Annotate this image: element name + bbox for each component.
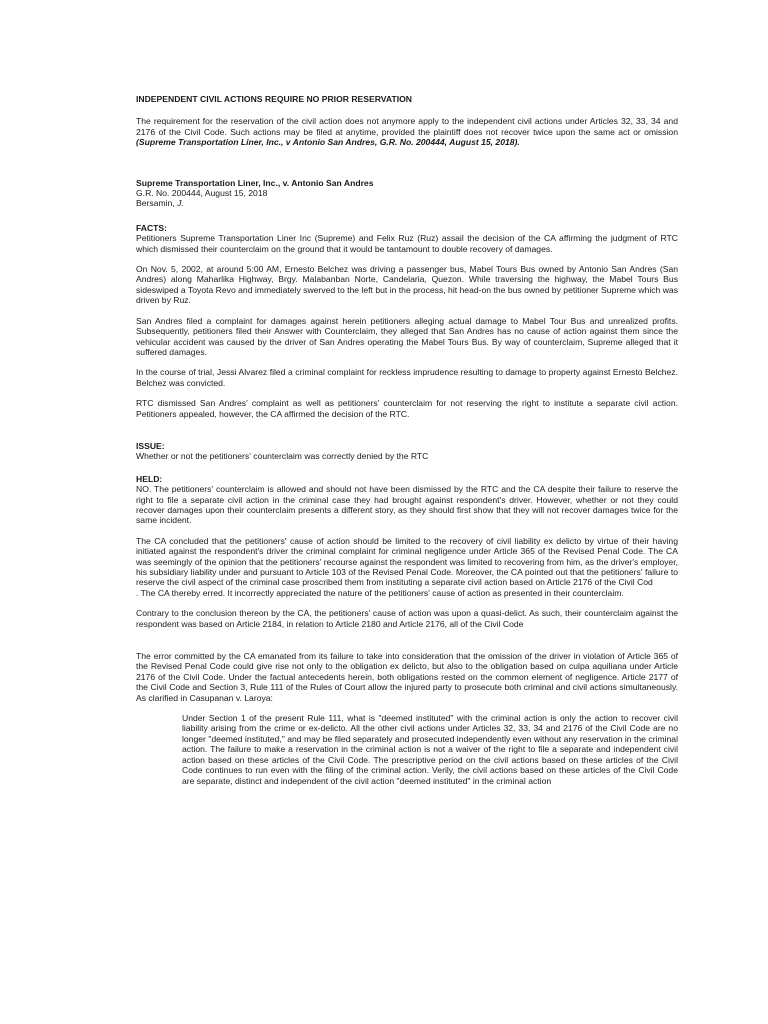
case-gr-number: G.R. No. 200444, August 15, 2018 <box>136 188 268 199</box>
held-paragraph-3: Contrary to the conclusion thereon by the CA, the petitioners' cause of action was upon a quasi-delict. As such, their counterclaim against the respondent was based on Article 2184, in relation to Article 2180 and Article 2176, all of the Civil Code <box>136 608 678 629</box>
issue-heading: ISSUE: <box>136 440 165 451</box>
facts-paragraph-2: On Nov. 5, 2002, at around 5:00 AM, Ernesto Belchez was driving a passenger bus, Mabel Tours Bus owned by Antonio San Andres (San Andres) along Maharlika Highway, Brgy. Malabanban Norte, Candelaria, Quezon. While traversing the highway, the Mabel Tours Bus sideswiped a Toyota Revo and immediately swerved to the left but in the process, hit head-on the bus owned by petitioner Supreme which was driven by Ruz. <box>136 264 678 306</box>
held-paragraph-2: The CA concluded that the petitioners' cause of action should be limited to the recovery of civil liability ex delicto by virtue of their having initiated against the respondent's driver the criminal complaint for criminal negligence under Article 365 of the Revised Penal Code. The CA was seemingly of the opinion that the petitioners' recourse against the respondent was limited to recovering from him, as the driver's employer, his subsidiary liability under and pursuant to Article 103 of the Revised Penal Code. Moreover, the CA pointed out that the petitioners' failure to reserve the civil aspect of the criminal case proscribed them from instituting a separate civil action based on Article 2176 of the Civil Cod <box>136 535 678 588</box>
held-heading: HELD: <box>136 473 163 484</box>
block-quote: Under Section 1 of the present Rule 111, what is "deemed instituted" with the criminal action is only the action to recover civil liability arising from the crime or ex-delicto. All the other civil actions under Articles 32, 33, 34 and 2176 of the Civil Code are no longer "deemed instituted," and may be filed separately and prosecuted independently even without any reservation in the criminal action. The failure to make a reservation in the criminal action is not a waiver of the right to file a separate and independent civil action based on these articles of the Civil Code. The prescriptive period on the civil actions based on these articles of the Civil Code continues to run even with the filing of the criminal action. Verily, the civil actions based on these articles of the Civil Code are separate, distinct and independent of the civil action "deemed instituted" in the criminal action <box>182 713 678 786</box>
case-header <box>136 178 678 209</box>
document-title: INDEPENDENT CIVIL ACTIONS REQUIRE NO PRIOR RESERVATION <box>136 94 412 104</box>
intro-text: The requirement for the reservation of the civil action does not anymore apply to the independent civil actions under Articles 32, 33, 34 and 2176 of the Civil Code. Such actions may be filed at anytime, provided the plaintiff does not recover twice upon the same act or omission <box>136 116 678 137</box>
facts-paragraph-5: RTC dismissed San Andres' complaint as well as petitioners' counterclaim for not reserving the right to institute a separate civil action. Petitioners appealed, however, the CA affirmed the decision of the RTC. <box>136 398 678 419</box>
facts-paragraph-3: San Andres filed a complaint for damages against herein petitioners alleging actual damage to Mabel Tour Bus and unrealized profits. Subsequently, petitioners filed their Answer with Counterclaim, they alleged that San Andres has no cause of action against them since the vehicular accident was caused by the driver of San Andres operating the Mabel Tours Bus. By way of counterclaim, Supreme alleged that it suffered damages. <box>136 315 678 357</box>
case-ponente <box>136 198 678 208</box>
held-paragraph-2b: . The CA thereby erred. It incorrectly appreciated the nature of the petitioners' cause of action as presented in their counterclaim. <box>136 587 624 598</box>
held-paragraph-1: NO. The petitioners' counterclaim is allowed and should not have been dismissed by the RTC and the CA despite their failure to reserve the right to file a separate civil action in the criminal case they had brought against respondent's driver. However, whether or not they could recover damages upon their counterclaim presents a different story, as they should first show that they will not recover damages twice for the same incident. <box>136 484 678 526</box>
facts-paragraph-1: Petitioners Supreme Transportation Liner Inc (Supreme) and Felix Ruz (Ruz) assail the decision of the CA affirming the judgment of RTC which dismissed their counterclaim on the ground that it would be tantamount to double recovery of damages. <box>136 233 678 254</box>
case-name: Supreme Transportation Liner, Inc., v. Antonio San Andres <box>136 177 374 188</box>
facts-heading: FACTS: <box>136 222 168 233</box>
facts-paragraph-4: In the course of trial, Jessi Alvarez filed a criminal complaint for reckless imprudence resulting to damage to property against Ernesto Belchez. Belchez was convicted. <box>136 367 678 388</box>
intro-citation-tail: , G.R. No. 200444, August 15, 2018). <box>374 137 520 148</box>
issue-text: Whether or not the petitioners' counterclaim was correctly denied by the RTC <box>136 451 429 462</box>
ponente-name: Bersamin, <box>136 198 178 209</box>
intro-paragraph <box>136 116 678 147</box>
held-paragraph-4: The error committed by the CA emanated from its failure to take into consideration that the omission of the driver in violation of Article 365 of the Revised Penal Code could give rise not only to the obligation ex delicto, but also to the obligation based on culpa aquiliana under Article 2176 of the Civil Code. Under the factual antecedents herein, both obligations rested on the common element of negligence. Article 2177 of the Civil Code and Section 3, Rule 111 of the Rules of Court allow the injured party to prosecute both criminal and civil actions simultaneously. As clarified in Casupanan v. Laroya: <box>136 651 678 703</box>
ponente-suffix: J. <box>177 198 184 209</box>
intro-citation: (Supreme Transportation Liner, Inc., v Antonio San Andres <box>136 137 375 148</box>
